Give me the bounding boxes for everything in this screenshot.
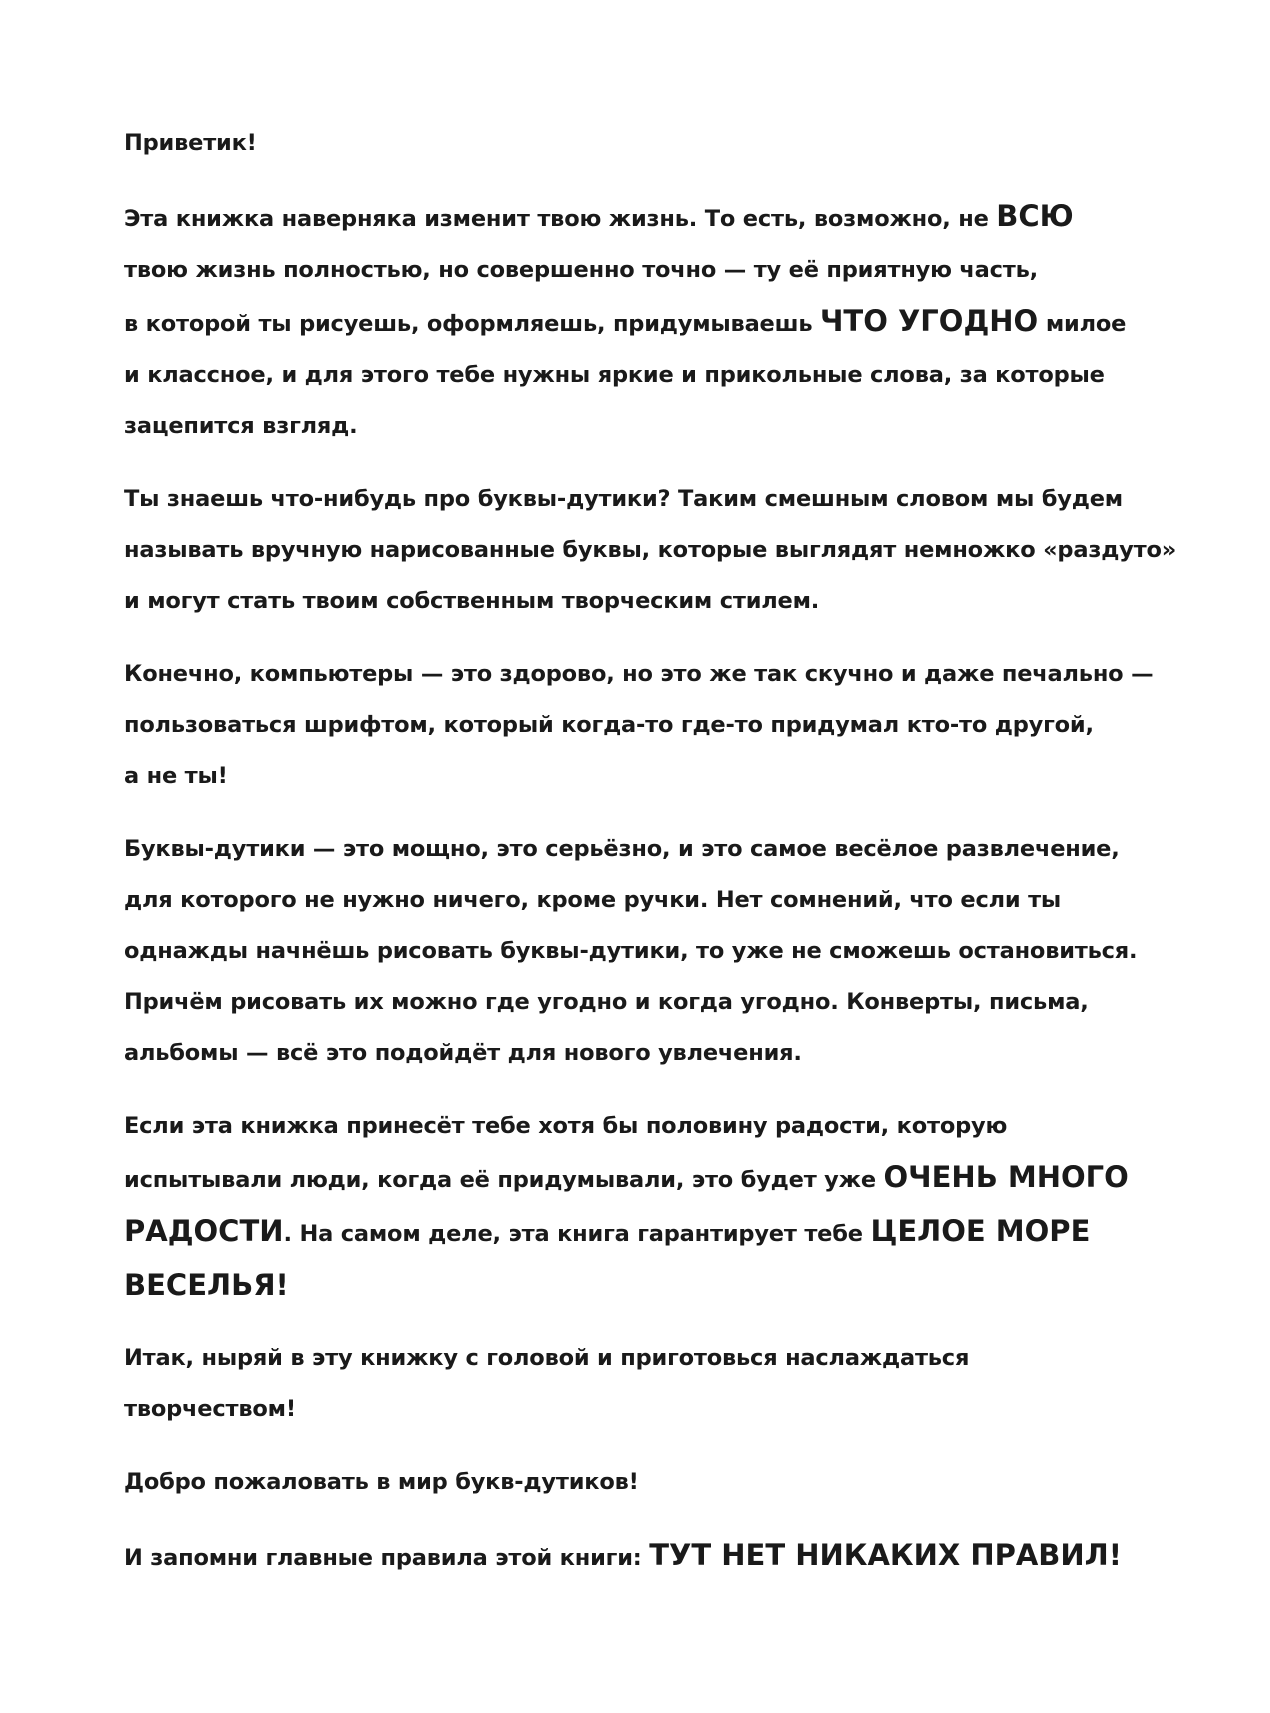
fun-line-2: для которого не нужно ничего, кроме ручки. Нет сомнений, что если ты bbox=[124, 887, 1062, 913]
rules-line bbox=[124, 1530, 1174, 1584]
welcome-paragraph bbox=[124, 1457, 1174, 1508]
joy-paragraph bbox=[124, 1101, 1174, 1311]
intro-line-3-text: в которой ты рисуешь, оформляешь, придумываешь bbox=[124, 311, 820, 337]
greeting: Приветик! bbox=[124, 130, 257, 156]
bubble-letters-paragraph bbox=[124, 474, 1177, 627]
welcome-line: Добро пожаловать в мир букв-дутиков! bbox=[124, 1469, 639, 1495]
intro-line-4: и классное, и для этого тебе нужны яркие и прикольные слова, за которые bbox=[124, 362, 1105, 388]
joy-line-3 bbox=[124, 1206, 1174, 1260]
intro-paragraph bbox=[124, 191, 1174, 452]
emphasis-no-rules: ТУТ НЕТ НИКАКИХ ПРАВИЛ! bbox=[649, 1538, 1122, 1572]
computers-line-3: а не ты! bbox=[124, 763, 228, 789]
fun-line-5: альбомы — всё это подойдёт для нового увлечения. bbox=[124, 1040, 802, 1066]
joy-line-2-text: испытывали люди, когда её придумывали, это будет уже bbox=[124, 1167, 884, 1193]
computers-paragraph bbox=[124, 649, 1174, 802]
computers-line-2: пользоваться шрифтом, который когда-то где-то придумал кто-то другой, bbox=[124, 712, 1094, 738]
emphasis-whole-sea: ЦЕЛОЕ МОРЕ bbox=[870, 1214, 1091, 1248]
rules-line-text: И запомни главные правила этой книги: bbox=[124, 1545, 650, 1571]
fun-paragraph bbox=[124, 824, 1174, 1079]
intro-line-1-text: Эта книжка наверняка изменит твою жизнь. То есть, возможно, не bbox=[124, 206, 997, 232]
letter-page bbox=[124, 118, 1177, 1606]
dive-line-1: Итак, ныряй в эту книжку с головой и приготовься наслаждаться bbox=[124, 1345, 970, 1371]
joy-line-2 bbox=[124, 1152, 1174, 1206]
intro-line-1 bbox=[124, 191, 1174, 245]
fun-line-4: Причём рисовать их можно где угодно и когда угодно. Конверты, письма, bbox=[124, 989, 1089, 1015]
computers-line-1: Конечно, компьютеры — это здорово, но это же так скучно и даже печально — bbox=[124, 661, 1154, 687]
intro-line-3-tail: милое bbox=[1038, 311, 1127, 337]
emphasis-very-much: ОЧЕНЬ МНОГО bbox=[883, 1160, 1129, 1194]
rules-paragraph bbox=[124, 1530, 1174, 1584]
intro-line-3 bbox=[124, 296, 1174, 350]
dive-line-2: творчеством! bbox=[124, 1396, 296, 1422]
intro-line-2: твою жизнь полностью, но совершенно точно — ту её приятную часть, bbox=[124, 257, 1039, 283]
emphasis-all: ВСЮ bbox=[996, 199, 1074, 233]
bubble-line-3: и могут стать твоим собственным творческим стилем. bbox=[124, 588, 820, 614]
intro-line-5: зацепится взгляд. bbox=[124, 413, 358, 439]
bubble-line-1: Ты знаешь что-нибудь про буквы-дутики? Таким смешным словом мы будем bbox=[124, 486, 1123, 512]
joy-line-1: Если эта книжка принесёт тебе хотя бы половину радости, которую bbox=[124, 1113, 1008, 1139]
bubble-line-2: называть вручную нарисованные буквы, которые выглядят немножко «раздуто» bbox=[124, 537, 1177, 563]
emphasis-fun: ВЕСЕЛЬЯ! bbox=[124, 1268, 289, 1302]
greeting-paragraph bbox=[124, 118, 1174, 169]
emphasis-anything: ЧТО УГОДНО bbox=[819, 304, 1039, 338]
fun-line-3: однажды начнёшь рисовать буквы-дутики, то уже не сможешь остановиться. bbox=[124, 938, 1138, 964]
emphasis-joy: РАДОСТИ bbox=[124, 1214, 284, 1248]
joy-line-3-text: . На самом деле, эта книга гарантирует тебе bbox=[283, 1221, 871, 1247]
dive-paragraph bbox=[124, 1333, 1174, 1435]
fun-line-1: Буквы-дутики — это мощно, это серьёзно, и это самое весёлое развлечение, bbox=[124, 836, 1120, 862]
